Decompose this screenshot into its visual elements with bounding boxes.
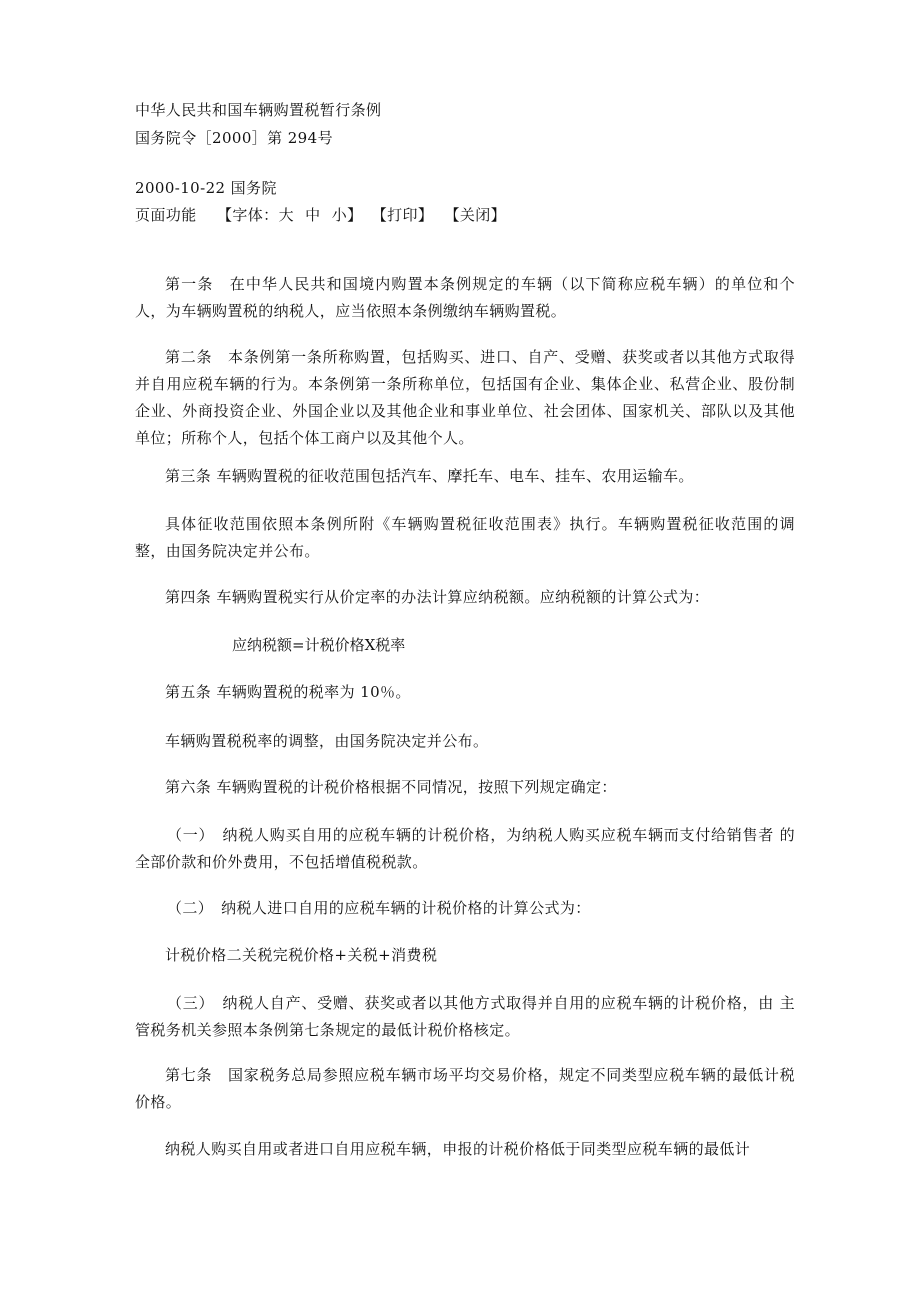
article-6-item-2: （二） 纳税人进口自用的应税车辆的计税价格的计算公式为： <box>167 899 591 917</box>
date-issuer: 2000-10-22 国务院 <box>135 179 277 197</box>
article-5: 第五条 车辆购置税的税率为 10％。 <box>165 683 411 701</box>
article-2: 第二条 本条例第一条所称购置，包括购买、进口、自产、受赠、获奖或者以其他方式取得并自用应税车辆的行为。本条例第一条所称单位，包括国有企业、集体企业、私营企业、股份制企业、外商投资企业、外国企业以及其他企业和事业单位、社会团体、国家机关、部队以及其他单位；所称个人，包括个体工商户以及其他个人。 <box>135 348 795 447</box>
close-link[interactable]: 【关闭】 <box>444 206 507 224</box>
toolbar-label: 页面功能 <box>135 206 197 224</box>
article-6-item-3: （三） 纳税人自产、受赠、获奖或者以其他方式取得并自用的应税车辆的计税价格，由 主管税务机关参照本条例第七条规定的最低计税价格核定。 <box>135 994 795 1039</box>
article-5-note: 车辆购置税税率的调整，由国务院决定并公布。 <box>165 732 489 750</box>
article-6-item-1: （一） 纳税人购买自用的应税车辆的计税价格，为纳税人购买应税车辆而支付给销售者 的全部价款和价外费用，不包括增值税税款。 <box>135 826 795 871</box>
article-6: 第六条 车辆购置税的计税价格根据不同情况，按照下列规定确定： <box>165 778 617 796</box>
article-7: 第七条 国家税务总局参照应税车辆市场平均交易价格，规定不同类型应税车辆的最低计税价格。 <box>135 1066 795 1111</box>
page-toolbar <box>135 205 506 225</box>
article-6-formula: 计税价格二关税完税价格+关税+消费税 <box>165 946 438 964</box>
article-7-note: 纳税人购买自用或者进口自用应税车辆，申报的计税价格低于同类型应税车辆的最低计 <box>165 1140 751 1158</box>
article-3: 第三条 车辆购置税的征收范围包括汽车、摩托车、电车、挂车、农用运输车。 <box>165 467 694 485</box>
print-link[interactable]: 【打印】 <box>371 206 434 224</box>
font-medium-link[interactable]: 中 <box>305 206 321 224</box>
font-small-link[interactable]: 小 <box>331 206 348 224</box>
font-large-link[interactable]: 大 <box>278 206 294 224</box>
article-3-note: 具体征收范围依照本条例所附《车辆购置税征收范围表》执行。车辆购置税征收范围的调整，由国务院决定并公布。 <box>135 515 795 560</box>
font-size-open: 【字体： <box>216 206 279 224</box>
font-size-close: 】 <box>347 206 363 224</box>
article-4: 第四条 车辆购置税实行从价定率的办法计算应纳税额。应纳税额的计算公式为： <box>165 588 710 606</box>
tax-formula: 应纳税额=计税价格X税率 <box>232 636 406 654</box>
article-1: 第一条 在中华人民共和国境内购置本条例规定的车辆（以下简称应税车辆）的单位和个人，为车辆购置税的纳税人，应当依照本条例缴纳车辆购置税。 <box>135 275 795 320</box>
decree-number: 国务院令［2000］第 294号 <box>135 129 333 147</box>
document-title: 中华人民共和国车辆购置税暂行条例 <box>135 101 382 119</box>
